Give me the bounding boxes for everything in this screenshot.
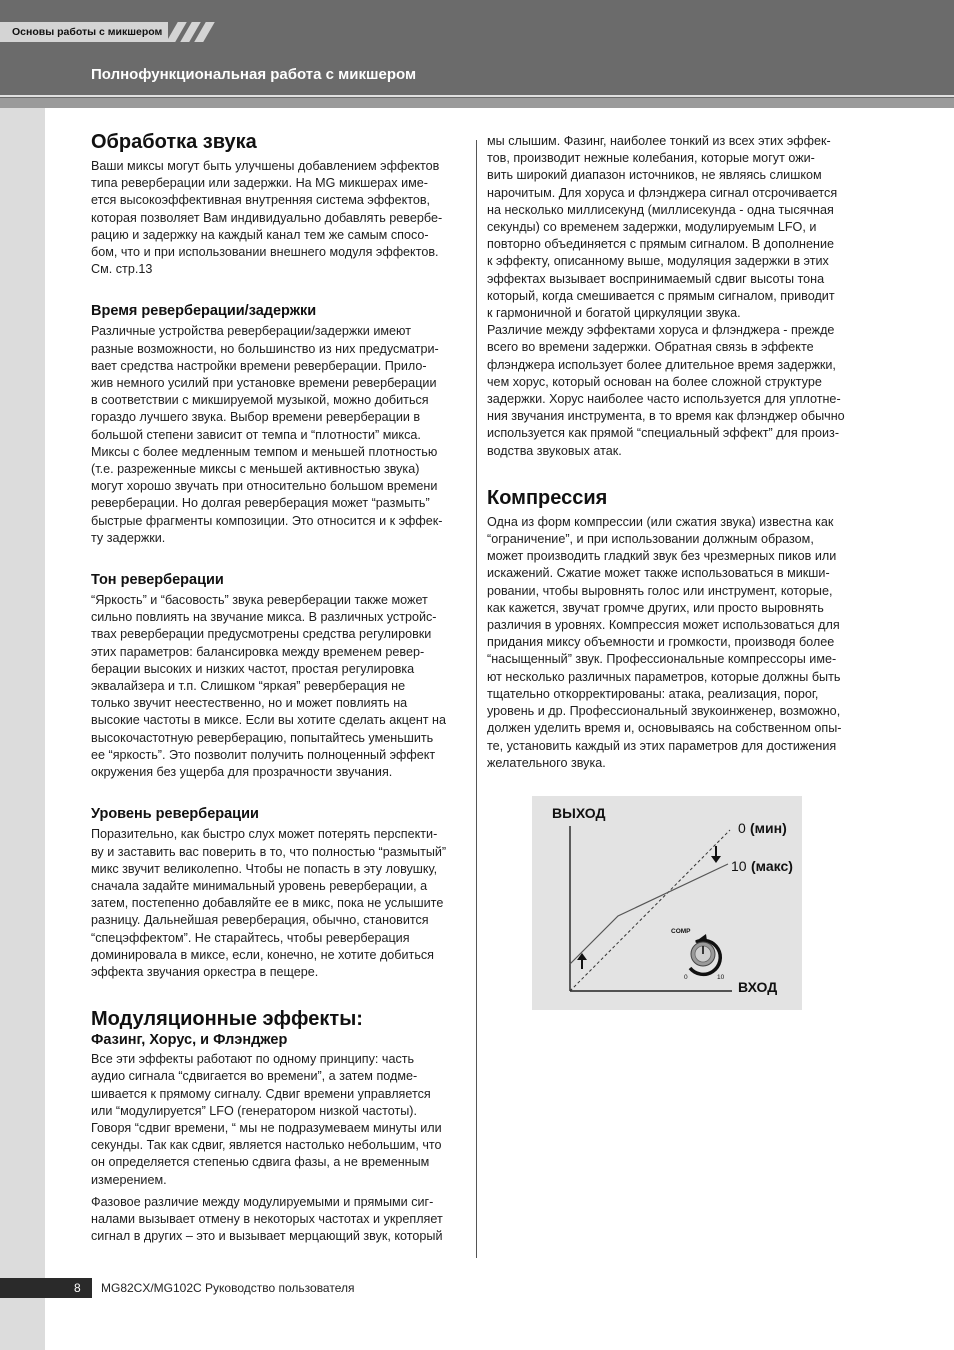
paragraph-reverb-tone: “Яркость” и “басовость” звука реверберации также может сильно повлиять на звучание микса. В различных устройс- твах реверберации предусмотрены средства регулировки этих параметров: балансировка между временем ревер- берации высоких и низких частот, простая регулировка эквалайзера и т.п. Слишком “яркая” реверберация не только звучит неестественно, но и может повлиять на высокие частоты в миксе. Если вы хотите сделать акцент на высокочастотную реверберацию, попытайтесь уменьшить ее “яркость”. Это позволит получить полноценный эффект окружения без ущерба для прозрачности звучания. <box>91 593 446 780</box>
heading-sound-processing: Обработка звука <box>91 131 257 153</box>
knob-label: COMP <box>671 928 691 935</box>
page-header <box>0 0 954 108</box>
paragraph-modulation-4: Различие между эффектами хоруса и флэнджера - прежде всего во времени задержки. Обратная связь в эффекте флэнджера использует более длительное время задержки, чем хорус, который основан на более сложной структуре задержки. Хорус наиболее часто используется для уплотне- ния звучания инструмента, в то время как флэнджер обычно используется как прямой “специальный эффект” для произ- водства звуковых атак. <box>487 323 845 458</box>
page-number: 8 <box>74 1281 81 1295</box>
right-column <box>487 133 867 772</box>
paragraph-reverb-level: Поразительно, как быстро слух может потерять перспекти- ву и заставить вас поверить в то, что полностью “размытый” микс звучит великолепно. Чтобы не попасть в эту ловушку, сначала задайте минимальный уровень реверберации, а затем, постепенно добавляйте ее в микс, пока не услышите разницу. Дальнейшая реверберация, обычно, становится “спецэффектом”. Не старайтесь, чтобы реверберация доминировала в миксе, если, конечно, не хотите добиться эффекта звучания оркестра в пещере. <box>91 827 447 979</box>
compression-diagram <box>532 796 802 1010</box>
curve-max-label: (макс) <box>751 858 793 874</box>
left-column <box>91 130 469 1245</box>
heading-compression: Компрессия <box>487 486 608 509</box>
curve-min-label: (мин) <box>750 820 787 836</box>
heading-modulation: Модуляционные эффекты: <box>91 1008 363 1031</box>
curve-min-value: 0 <box>738 820 746 836</box>
paragraph-reverb-time: Различные устройства реверберации/задержки имеют разные возможности, но большинство из них предусматри- вает средства настройки времени реверберации. Прило- жив немного усилий при установке времени реверберации в соответствии с микшируемой музыкой, можно добиться гораздо лучшего звука. Выбор времени реверберации в большой степени зависит от темпа и “плотности” микса. Миксы с более медленным темпом и меньшей плотностью (т.е. разреженные миксы с меньшей активностью звука) могут хорошо звучать при относительно большом времени реверберации. Но долгая реверберация может “размыть” быстрые фрагменты композиции. Это относится и к эффек- ту задержки. <box>91 324 443 545</box>
input-axis-label: ВХОД <box>738 979 778 995</box>
arrow-down-icon <box>711 846 721 863</box>
paragraph-sound-processing: Ваши миксы могут быть улучшены добавлением эффектов типа реверберации или задержки. На MG микшерах име- ется высокоэффективная внутренняя система эффектов, которая позволяет Вам индивидуально добавлять ревербе- рацию и задержку на каждый канал тем же самым спосо- бом, что и при использовании внешнего модуля эффектов. См. стр.13 <box>91 159 443 277</box>
chapter-tab: Основы работы с микшером <box>0 22 168 42</box>
heading-modulation-sub: Фазинг, Хорус, и Флэнджер <box>91 1032 288 1049</box>
uncompressed-curve <box>570 830 730 991</box>
comp-knob-icon <box>671 928 725 981</box>
knob-min-label: 0 <box>684 974 688 981</box>
header-divider <box>0 95 954 97</box>
paragraph-modulation-2: Фазовое различие между модулируемыми и прямыми сиг- налами вызывает отмену в некоторых частотах и укрепляет сигнал в других – это и вызывает мерцающий звук, который <box>91 1194 443 1244</box>
section-title: Полнофункциональная работа с микшером <box>91 66 417 83</box>
paragraph-modulation-3: мы слышим. Фазинг, наиболее тонкий из всех этих эффек- тов, производит нежные колебания, которые могут ожи- вить широкий диапазон источников, не являясь слишком нарочитым. Для хоруса и флэнджера сигнал отсрочивается на несколько миллисекунд (миллисекунда - одна тысячная секунды) со временем задержки, модулируемым LFO, и повторно объединяется с прямым сигналом. В дополнение к эффекту, описанному выше, модуляция задержки в этих эффектах вызывает воспринимаемый сдвиг высоты тона который, когда смешивается с прямым сигналом, приводит к гармоничной и богатой циркуляции звука. <box>487 134 838 321</box>
output-axis-label: ВЫХОД <box>552 805 606 821</box>
heading-reverb-level: Уровень реверберации <box>91 806 259 823</box>
header-lower-strip <box>0 98 954 108</box>
curve-max-value: 10 <box>731 858 747 874</box>
heading-reverb-time: Время реверберации/задержки <box>91 303 317 320</box>
manual-title: MG82CX/MG102C Руководство пользователя <box>101 1281 355 1295</box>
compression-curve-graph <box>532 796 802 1010</box>
left-margin-band <box>0 108 45 1350</box>
paragraph-modulation-1: Все эти эффекты работают по одному принципу: часть аудио сигнала “сдвигается во времени”, а затем подме- шивается к прямому сигналу. Сдвиг времени управляется или “модулируется” LFO (генератором низкой частоты). Говоря “сдвиг времени, “ мы не подразумеваем минуты или секунды. Так как сдвиг, является настолько небольшим, что он определяется степенью сдвига фазы, а не временным измерением. <box>91 1052 442 1187</box>
column-divider <box>476 140 477 1258</box>
paragraph-compression: Одна из форм компрессии (или сжатия звука) известна как “ограничение”, и при использовании должным образом, может производить гладкий звук без чрезмерных пиков или искажений. Сжатие может также использоваться в микши- ровании, чтобы выровнять голос или инструмент, которые, как кажется, звучат громче других, или просто выровнять различия в уровнях. Компрессия может использоваться для придания миксу объемности и громкости, производя более “насыщенный” звук. Профессиональные компрессоры име- ют несколько различных параметров, которые должны быть тщательно откорректированы: атака, реализация, порог, уровень и др. Профессиональный звукоинженер, возможно, должен уделить время и, основываясь на собственном опы- те, установить каждый из этих параметров для достижения желательного звука. <box>487 514 842 770</box>
heading-reverb-tone: Тон реверберации <box>91 572 224 589</box>
knob-max-label: 10 <box>717 974 725 981</box>
